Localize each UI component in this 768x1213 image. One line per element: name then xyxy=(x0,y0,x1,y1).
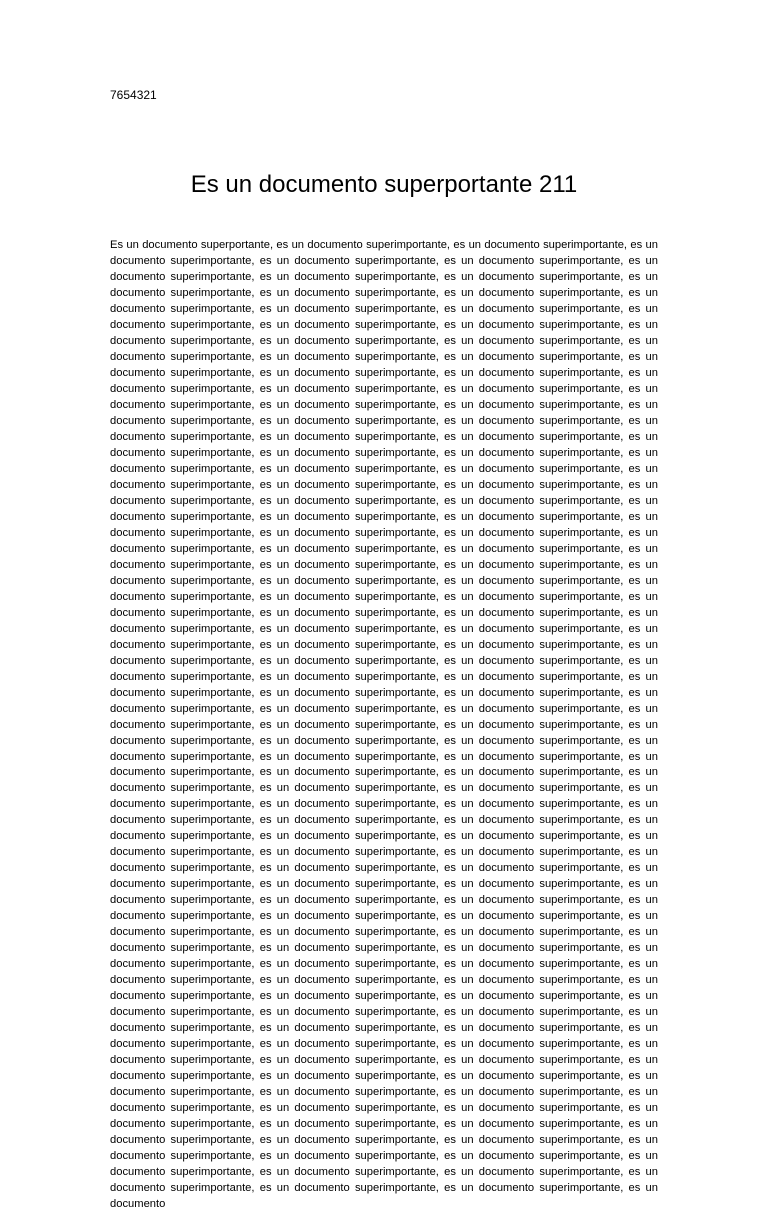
document-header-code: 7654321 xyxy=(110,88,157,102)
document-title: Es un documento superportante 211 xyxy=(190,171,578,198)
document-body-paragraph: Es un documento superportante, es un documento superimportante, es un documento superimportante, es un documento superimportante, es un documento superimportante, es un documento superimportante, es un documento superimportante, es un documento superimportante, es un documento superimportante, es un documento superimportante, es un documento superimportante, es un documento superimportante, es un documento superimportante, es un documento superimportante, es un documento superimportante, es un documento superimportante, es un documento superimportante, es un documento superimportante, es un documento superimportante, es un documento superimportante, es un documento superimportante, es un documento superimportante, es un documento superimportante, es un documento superimportante, es un documento superimportante, es un documento superimportante, es un documento superimportante, es un documento superimportante, es un documento superimportante, es un documento superimportante, es un documento superimportante, es un documento superimportante, es un documento superimportante, es un documento superimportante, es un documento superimportante, es un documento superimportante, es un documento superimportante, es un documento superimportante, es un documento superimportante, es un documento superimportante, es un documento superimportante, es un documento superimportante, es un documento superimportante, es un documento superimportante, es un documento superimportante, es un documento superimportante, es un documento superimportante, es un documento superimportante, es un documento superimportante, es un documento superimportante, es un documento superimportante, es un documento superimportante, es un documento superimportante, es un documento superimportante, es un documento superimportante, es un documento superimportante, es un documento superimportante, es un documento superimportante, es un documento superimportante, es un documento superimportante, es un documento superimportante, es un documento superimportante, es un documento superimportante, es un documento superimportante, es un documento superimportante, es un documento superimportante, es un documento superimportante, es un documento superimportante, es un documento superimportante, es un documento superimportante, es un documento superimportante, es un documento superimportante, es un documento superimportante, es un documento superimportante, es un documento superimportante, es un documento superimportante, es un documento superimportante, es un documento superimportante, es un documento superimportante, es un documento superimportante, es un documento superimportante, es un documento superimportante, es un documento superimportante, es un documento superimportante, es un documento superimportante, es un documento superimportante, es un documento superimportante, es un documento superimportante, es un documento superimportante, es un documento superimportante, es un documento superimportante, es un documento superimportante, es un documento superimportante, es un documento superimportante, es un documento superimportante, es un documento superimportante, es un documento superimportante, es un documento superimportante, es un documento superimportante, es un documento superimportante, es un documento superimportante, es un documento superimportante, es un documento superimportante, es un documento superimportante, es un documento superimportante, es un documento superimportante, es un documento superimportante, es un documento superimportante, es un documento superimportante, es un documento superimportante, es un documento superimportante, es un documento superimportante, es un documento superimportante, es un documento superimportante, es un documento superimportante, es un documento superimportante, es un documento superimportante, es un documento superimportante, es un documento superimportante, es un documento superimportante, es un documento superimportante, es un documento superimportante, es un documento superimportante, es un documento superimportante, es un documento superimportante, es un documento superimportante, es un documento superimportante, es un documento superimportante, es un documento superimportante, es un documento superimportante, es un documento superimportante, es un documento superimportante, es un documento superimportante, es un documento superimportante, es un documento superimportante, es un documento superimportante, es un documento superimportante, es un documento superimportante, es un documento superimportante, es un documento superimportante, es un documento superimportante, es un documento superimportante, es un documento superimportante, es un documento superimportante, es un documento superimportante, es un documento superimportante, es un documento superimportante, es un documento superimportante, es un documento superimportante, es un documento superimportante, es un documento superimportante, es un documento superimportante, es un documento superimportante, es un documento superimportante, es un documento superimportante, es un documento superimportante, es un documento superimportante, es un documento superimportante, es un documento superimportante, es un documento superimportante, es un documento superimportante, es un documento superimportante, es un documento superimportante, es un documento superimportante, es un documento superimportante, es un documento superimportante, es un documento superimportante, es un documento superimportante, es un documento superimportante, es un documento superimportante, es un documento superimportante, es un documento superimportante, es un documento superimportante, es un documento superimportante, es un documento superimportante, es un documento superimportante, es un documento superimportante, es un documento superimportante, es un documento superimportante, es un documento superimportante, es un documento xyxy=(110,239,658,1211)
